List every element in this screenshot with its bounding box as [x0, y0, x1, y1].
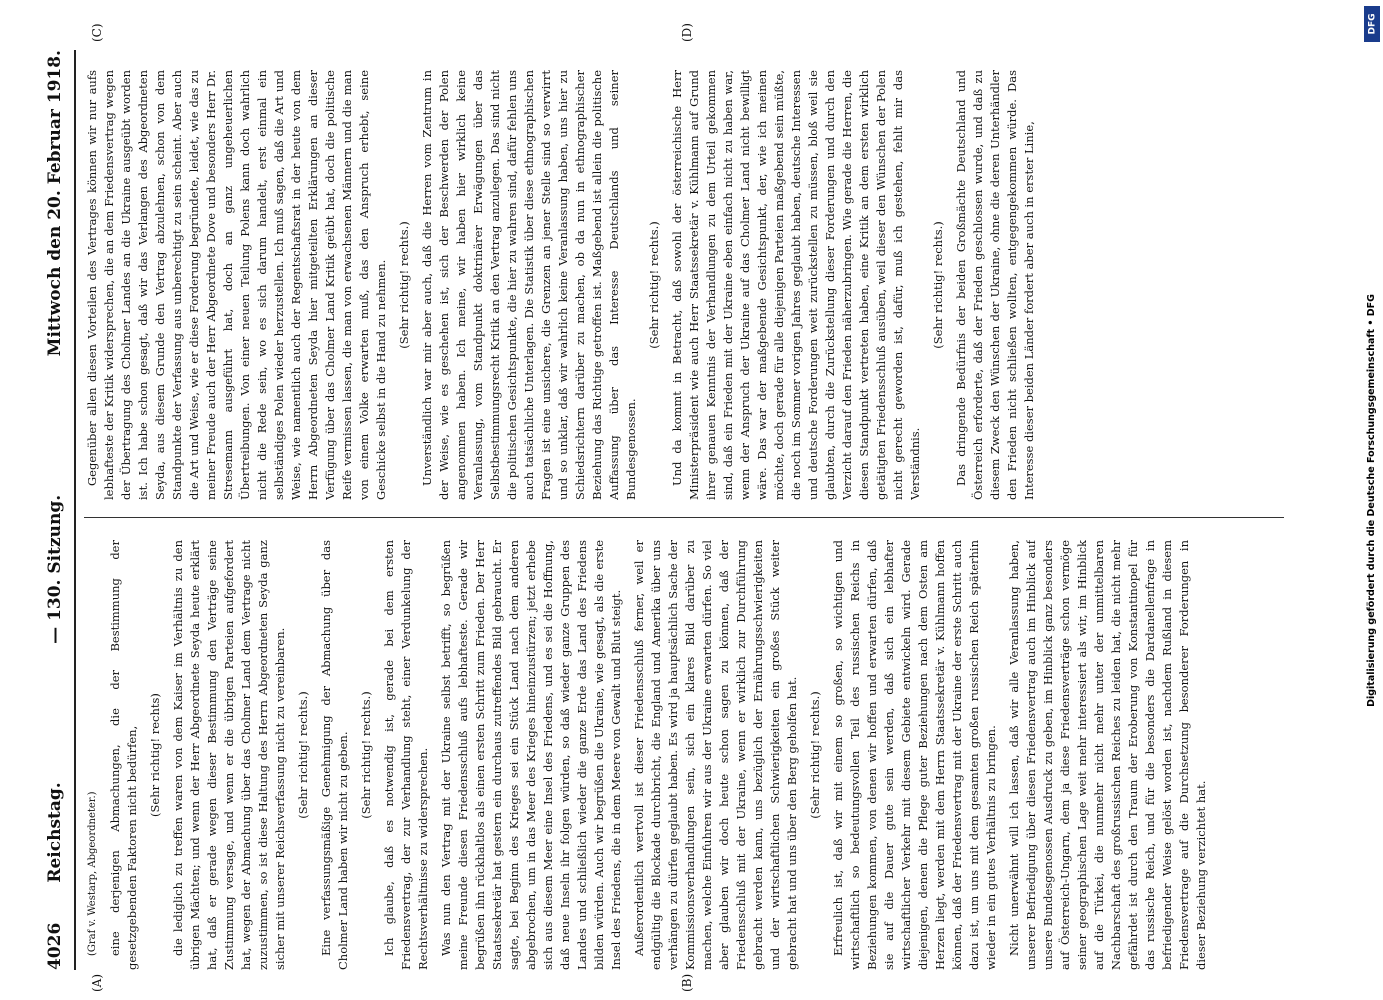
paragraph: Was nun den Vertrag mit der Ukraine selbst betrifft, so begrüßen meine Freunde diesen Friedensschluß aufs lebhafteste. Gerade wir begrüßen ihn rückhaltlos als einen ersten Schritt zum Frieden. Der Herr Staatssekretär hat gestern ein durchaus zutreffendes Bild gebraucht. Er sagte, bei Beginn des Krieges sei ein Stück Land nach dem anderen abgebrochen, um in das Meer des Krieges hineinzustürzen; jetzt erhebe sich aus diesem Meer eine Insel des Friedens, und es sei die Hoffnung, daß neue Inseln ihr folgen würden, so daß wieder ganze Gruppen des Landes und schließlich wieder die ganze Erde das Land des Friedens bilden würden. Auch wir begrüßen die Ukraine, wie gesagt, als die erste Insel des Friedens, die in dem Meere von Gewalt und Blut steigt.: [439, 540, 623, 970]
digitization-note: Digitalisierung gefördert durch die Deutsche Forschungsgemeinschaft • DFG: [1365, 293, 1377, 707]
margin-marker-a: (A): [90, 973, 104, 992]
paragraph: die lediglich zu treffen waren von dem Kaiser im Verhältnis zu den übrigen Mächten; und wenn der Herr Abgeordnete Seyda heute erklärt hat, daß er gerade wegen dieser Bestimmung den Verträge seine Zustimmung versage, und wenn er die übrigen Parteien aufgefordert hat, wegen der Abmachung über das Cholmer Land dem Vertrage nicht zuzustimmen, so ist diese Haltung des Herrn Abgeordneten Seyda ganz sicher mit unserer Reichsverfassung nicht zu vereinbaren.: [171, 540, 287, 970]
paragraph: Und da kommt in Betracht, daß sowohl der österreichische Herr Ministerpräsident wie auch Herr Staatssekretär v. Kühlmann auf Grund ihrer genauen Kenntnis der Verhandlungen zu dem Urteil gekommen sind, daß ein Frieden mit der Ukraine eben einfach nicht zu haben war, wenn der Anspruch der Ukraine auf das Cholmer Land nicht bewilligt wäre. Das war der maßgebende Gesichtspunkt, der, wie ich meinen möchte, doch gerade für alle diejenigen Parteien maßgebend sein müßte, die noch im Sommer vorigen Jahres geglaubt haben, deutsche Interessen und deutsche Forderungen weit zurückstellen zu müssen, bloß weil sie glaubten, durch die Zurückstellung dieser Forderungen und durch den Verzicht darauf den Frieden näherzubringen. Wie gerade die Herren, die diesen Standpunkt vertreten haben, eine Kritik an dem ersten wirklich getätigten Friedensschluß ausüben, weil dieser den Wünschen der Polen nicht gerecht geworden ist, dafür, muß ich gestehen, fehlt mir das Verständnis.: [670, 70, 922, 500]
header-rule: [74, 50, 76, 970]
session-date: Mittwoch den 20. Februar 1918.: [45, 50, 65, 357]
column-divider: [84, 517, 1284, 518]
interjection: (Sehr richtig! rechts.): [359, 691, 373, 819]
page-header: [40, 50, 70, 970]
paragraph: Außerordentlich wertvoll ist dieser Friedensschluß ferner, weil er endgültig die Blockade durchbricht, die England und Amerika über uns verhängen zu dürfen geglaubt haben. Es wird ja hauptsächlich Sache der Kommissionsverhandlungen sein, sich ein klares Bild darüber zu machen, welche Einfuhren wir aus der Ukraine erwarten dürfen. So viel aber glauben wir doch heute schon sagen zu können, daß der Friedensschluß mit der Ukraine, wenn er wirklich zur Durchführung gebracht werden kann, uns bezüglich der Ernährungsschwierigkeiten und der wirtschaftlichen Schwierigkeiten ein großes Stück weiter gebracht hat und uns über den Berg geholfen hat.: [632, 540, 799, 970]
interjection: (Sehr richtig! rechts.): [397, 221, 411, 349]
dfg-logo: DFG: [1364, 6, 1380, 42]
interjection: (Sehr richtig! rechts): [148, 693, 162, 817]
interjection: (Sehr richtig! rechts.): [931, 221, 945, 349]
interjection: (Sehr richtig! rechts.): [647, 221, 661, 349]
interjection: (Sehr richtig! rechts.): [296, 691, 310, 819]
margin-marker-c: (C): [90, 23, 104, 42]
margin-marker-b: (B): [680, 973, 694, 992]
speaker-label: (Graf v. Westarp, Abgeordneter.): [87, 791, 98, 956]
paragraph: eine derjenigen Abmachungen, die der Bestimmung der gesetzgebenden Faktoren nicht bedürfen,: [108, 540, 139, 970]
margin-marker-d: (D): [680, 23, 694, 42]
page-number: 4026: [45, 922, 65, 970]
publication-title: Reichstag.: [45, 782, 65, 883]
paragraph: Ich glaube, daß es notwendig ist, gerade bei dem ersten Friedensvertrag, der zur Verhandlung steht, einer Verdunkelung der Rechtsverhältnisse zu widersprechen.: [382, 540, 430, 970]
left-column: [84, 540, 1284, 970]
paragraph: Gegenüber allen diesen Vorteilen des Vertrages können wir nur aufs lebhafteste der Kritik widersprechen, die an dem Friedensvertrag wegen der Übertragung des Cholmer Landes an die Ukraine ausgeübt worden ist. Ich habe schon gesagt, daß wir das Verlangen des Abgeordneten Seyda, aus diesem Grunde den Vertrag abzulehnen, schon von dem Standpunkte der Verfassung aus unberechtigt zu sein scheint. Aber auch die Art und Weise, wie er diese Forderung begründete, leidet, wie das zu meiner Freude auch der Herr Abgeordnete Dove und besonders Herr Dr. Stresemann ausgeführt hat, doch an ganz ungeheuerlichen Übertreibungen. Von einer neuen Teilung Polens kann doch wahrlich nicht die Rede sein, wo es sich darum handelt, erst einmal ein selbständiges Polen wieder herzustellen. Ich muß sagen, daß die Art und Weise, wie namentlich auch der Regentschaftsrat in der heute von dem Herrn Abgeordneten Seyda hier mitgeteilten Erklärungen an dieser Verfügung über das Cholmer Land Kritik geübt hat, doch die politische Reife vermissen lassen, die man von erwachsenen Männern und die man von einem Volke erwarten muß, das den Anspruch erhebt, seine Geschicke selbst in die Hand zu nehmen.: [85, 70, 388, 500]
interjection: (Sehr richtig! rechts.): [808, 691, 822, 819]
paragraph: Nicht unerwähnt will ich lassen, daß wir alle Veranlassung haben, unserer Befriedigung über diesen Friedensvertrag auch im Hinblick auf unsere Bundesgenossen Ausdruck zu geben, im Hinblick ganz besonders auf Österreich-Ungarn, dem ja diese Friedensverträge schon vermöge seiner geographischen Lage weit mehr interessiert als wir, im Hinblick auf die Türkei, die nunmehr nicht mehr unter der unmittelbaren Nachbarschaft des großrussischen Reiches zu leiden hat, die nicht mehr gefährdet ist durch den Traum der Eroberung von Konstantinopel für das russische Reich, und für die besonders die Dardanellenfrage in befriedigender Weise gelöst worden ist, nachdem Rußland in diesem Friedensvertrage auf die Durchsetzung besonderer Forderungen in dieser Beziehung verzichtet hat.: [1007, 540, 1208, 970]
paragraph: Das dringende Bedürfnis der beiden Großmächte Deutschland und Österreich erforderte, daß der Frieden geschlossen wurde, und daß zu diesem Zweck den Wünschen der Ukraine, ohne die deren Unterhändler den Frieden nicht schließen wollten, entgegengekommen würde. Das Interesse dieser beiden Länder fordert aber auch in erster Linie,: [954, 70, 1036, 500]
rotated-page: [40, 23, 1290, 992]
paragraph: Eine verfassungsmäßige Genehmigung der Abmachung über das Cholmer Land haben wir nicht zu geben.: [319, 540, 350, 970]
session-label: — 130. Sitzung.: [45, 494, 65, 644]
paragraph: Unverständlich war mir aber auch, daß die Herren vom Zentrum in der Weise, wie es geschehen ist, sich der Beschwerden der Polen angenommen haben. Ich meine, wir haben hier wirklich keine Veranlassung, vom Standpunkt doktrinärer Erwägungen über das Selbstbestimmungsrecht Kritik an den Vertrag anzulegen. Das sind nicht die politischen Gesichtspunkte, die hier zu wahren sind, dafür fehlen uns auch tatsächliche Unterlagen. Die Statistik über diese ethnographischen Fragen ist eine unsichere, die Grenzen an jener Stelle sind so verwirrt und so unklar, daß wir wahrlich keine Veranlassung haben, uns hier zu Schiedsrichtern darüber zu machen, ob da nun in ethnographischer Beziehung das Richtige getroffen ist. Maßgebend ist allein die politische Auffassung über das Interesse Deutschlands und seiner Bundesgenossen.: [420, 70, 638, 500]
right-column: [84, 70, 1284, 500]
paragraph: Erfreulich ist, daß wir mit einem so großen, so wichtigen und wirtschaftlich so bedeutungsvollen Teil des russischen Reichs in Beziehungen kommen, von denen wir hoffen und erwarten dürfen, daß sie auf die Dauer gute sein werden, daß sich ein lebhafter wirtschaftlicher Verkehr mit diesem Gebiete entwickeln wird. Gerade diejenigen, denen die Pflege guter Beziehungen nach dem Osten am Herzen liegt, werden mit dem Herrn Staatssekretär v. Kühlmann hoffen können, daß der Friedensvertrag mit der Ukraine der erste Schritt auch dazu ist, um uns mit dem gesamten großen russischen Reich späterhin wieder in ein gutes Verhältnis zu bringen.: [831, 540, 998, 970]
